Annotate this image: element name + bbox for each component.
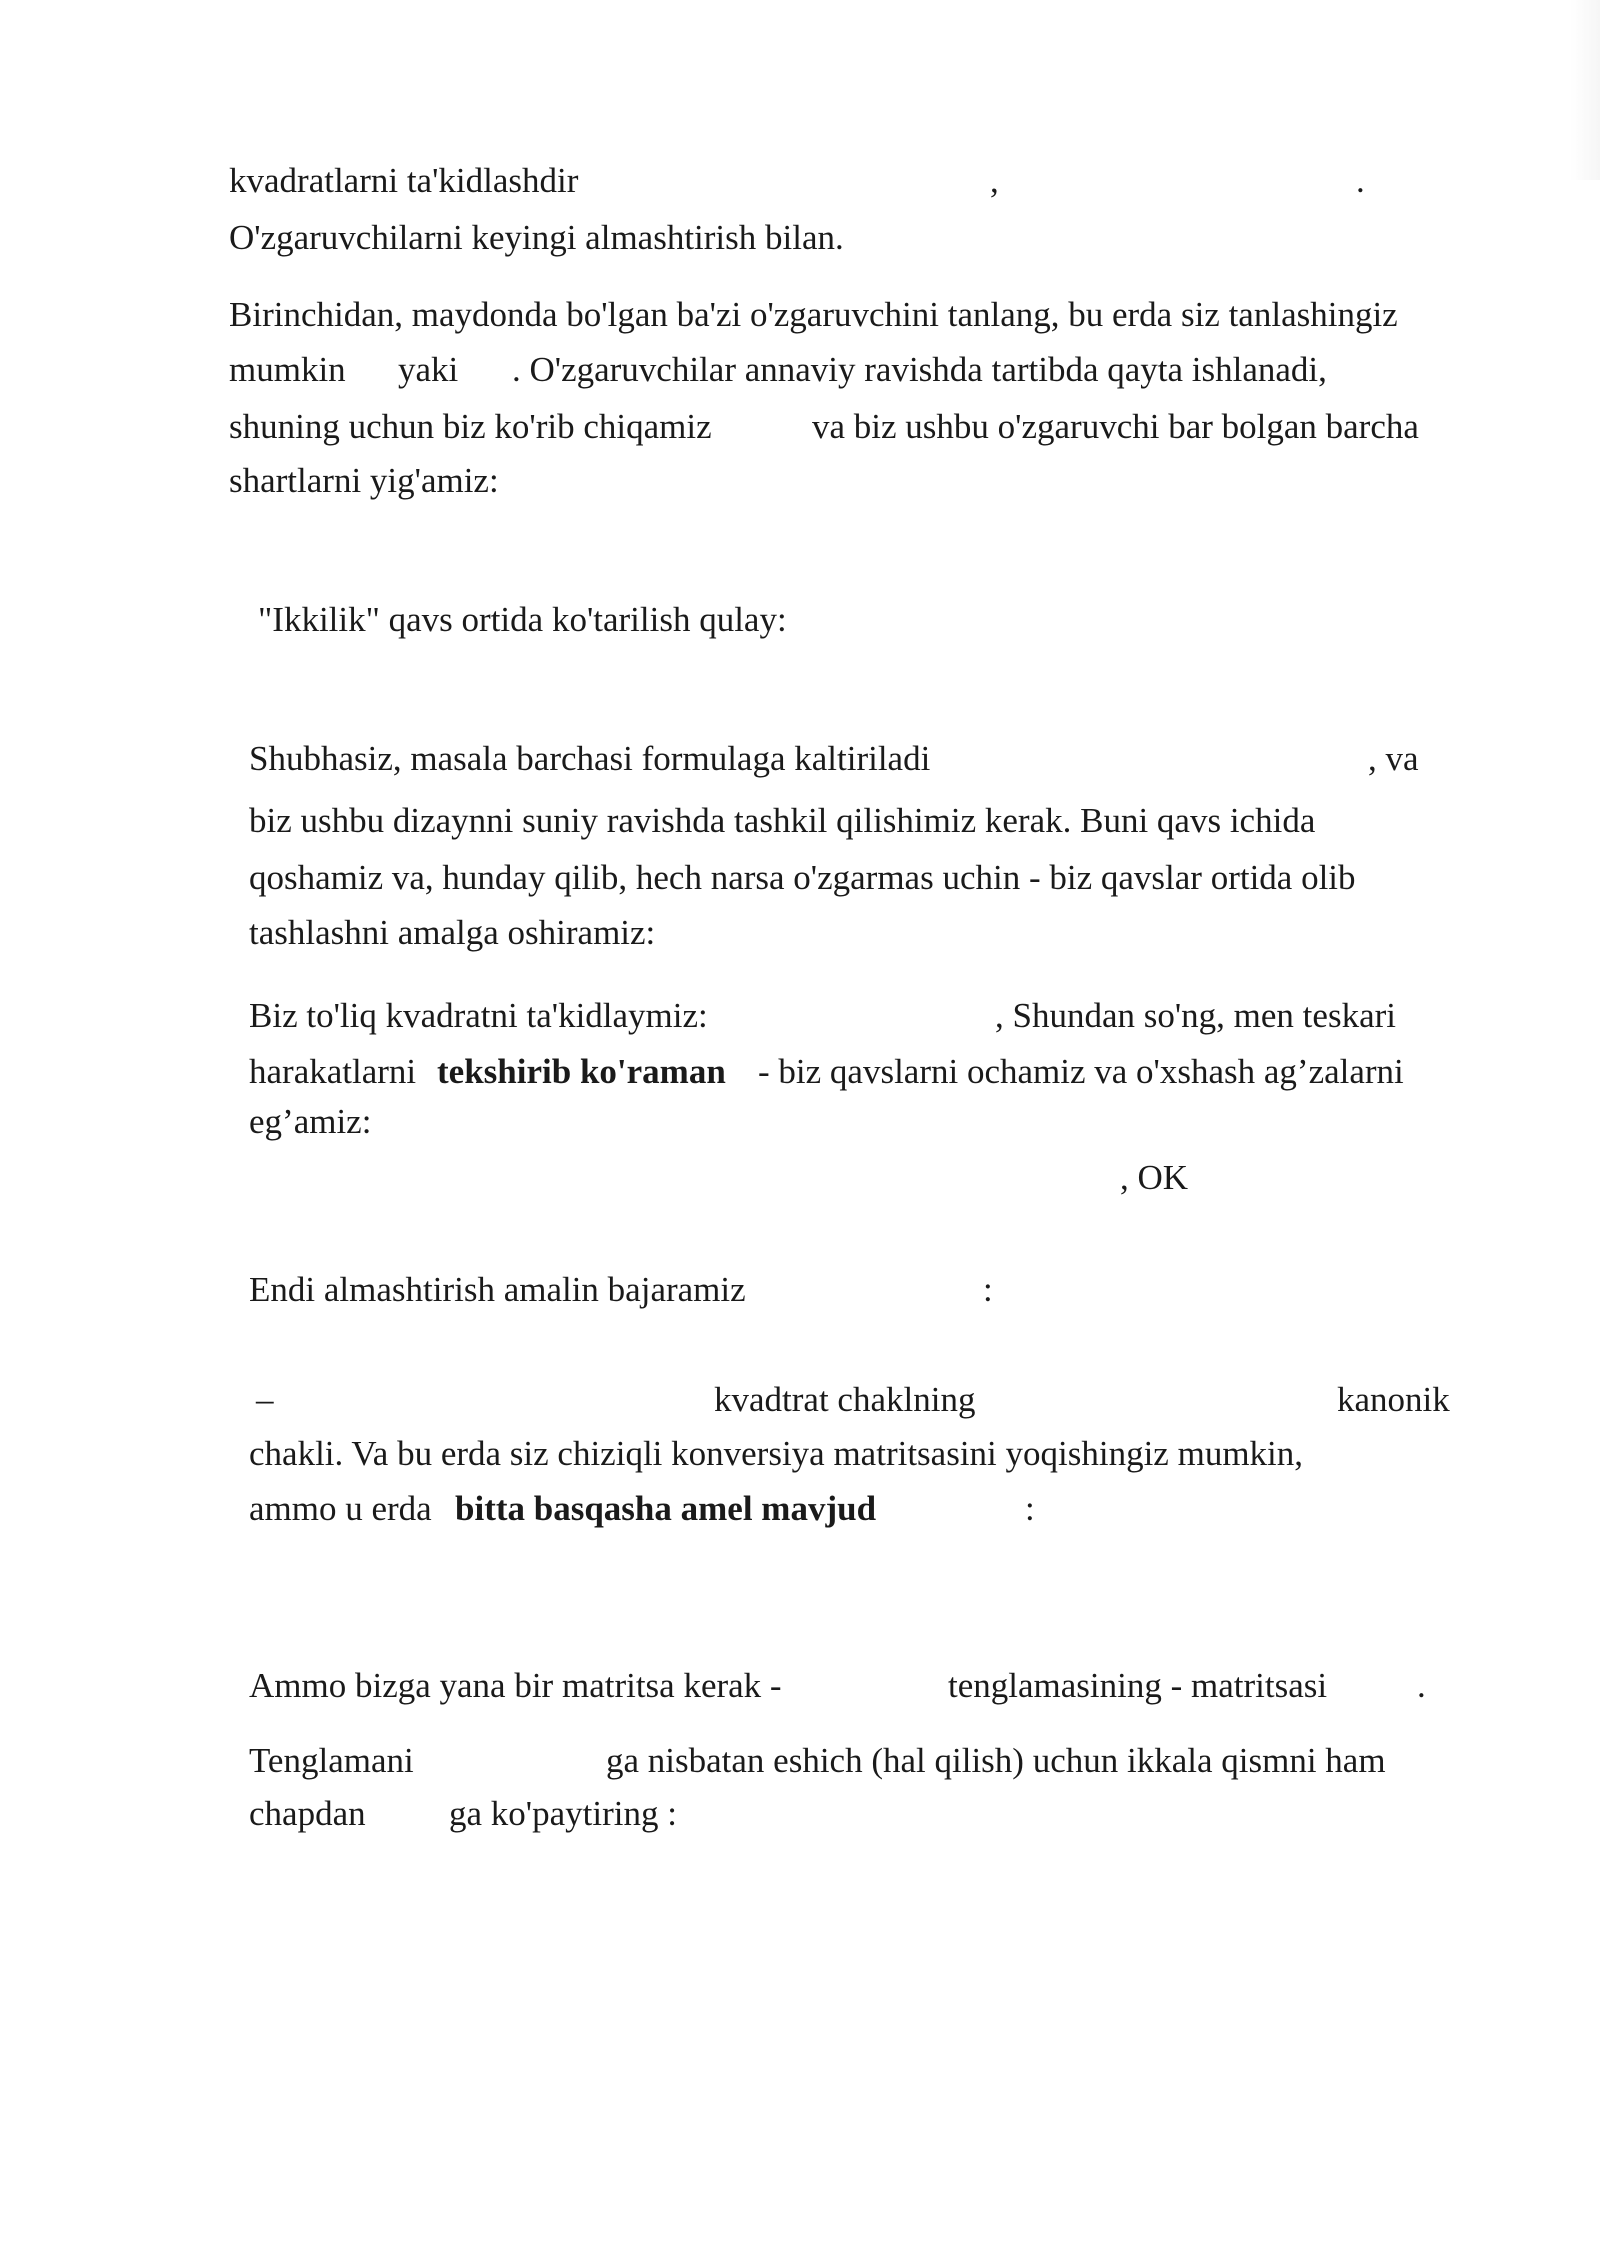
text-line: O'zgaruvchilarni keyingi almashtirish bilan. (229, 218, 844, 257)
text-fragment: harakatlarni (249, 1052, 417, 1091)
text-fragment: ammo u erda (249, 1489, 432, 1528)
text-fragment: Tenglamani (249, 1741, 414, 1780)
text-line: "Ikkilik" qavs ortida ko'tarilish qulay: (258, 600, 787, 639)
text-fragment: va biz ushbu o'zgaruvchi bar bolgan barcha (812, 407, 1419, 446)
text-fragment: - biz qavslarni ochamiz va o'xshash ag’zalarni (758, 1052, 1404, 1091)
text-fragment: , (990, 161, 999, 200)
text-line: eg’amiz: (249, 1102, 372, 1141)
text-fragment: : (1025, 1489, 1035, 1528)
text-fragment: , OK (1120, 1158, 1189, 1197)
text-fragment: Ammo bizga yana bir matritsa kerak - (249, 1666, 782, 1705)
text-fragment: Biz to'liq kvadratni ta'kidlaymiz: (249, 996, 708, 1035)
text-fragment: kvadtrat chaklning (714, 1380, 976, 1419)
text-line: biz ushbu dizaynni suniy ravishda tashkil qilishimiz kerak. Buni qavs ichida (249, 801, 1316, 840)
text-fragment: tenglamasining - matritsasi (948, 1666, 1328, 1705)
text-fragment: ga nisbatan eshich (hal qilish) uchun ikkala qismni ham (606, 1741, 1386, 1780)
page-edge-shadow (1570, 0, 1600, 180)
text-fragment: Endi almashtirish amalin bajaramiz (249, 1270, 746, 1309)
text-fragment: yaki (398, 350, 459, 389)
text-line: qoshamiz va, hunday qilib, hech narsa o'zgarmas uchin - biz qavslar ortida olib (249, 858, 1356, 897)
text-fragment: , va (1368, 739, 1419, 778)
text-line: tashlashni amalga oshiramiz: (249, 913, 656, 952)
text-fragment: shuning uchun biz ko'rib chiqamiz (229, 407, 712, 446)
text-line: chakli. Va bu erda siz chiziqli konversiya matritsasini yoqishingiz mumkin, (249, 1434, 1304, 1473)
text-fragment: mumkin (229, 350, 346, 389)
text-fragment: Shubhasiz, masala barchasi formulaga kaltiriladi (249, 739, 931, 778)
text-fragment: kanonik (1337, 1380, 1450, 1419)
text-line: shartlarni yig'amiz: (229, 461, 499, 500)
text-fragment: . (1417, 1666, 1426, 1705)
text-fragment: . (1356, 161, 1365, 200)
text-fragment: ga ko'paytiring : (449, 1794, 677, 1833)
bold-text: tekshirib ko'raman (437, 1052, 726, 1091)
text-line: Birinchidan, maydonda bo'lgan ba'zi o'zgaruvchini tanlang, bu erda siz tanlashingiz (229, 295, 1398, 334)
text-fragment: . O'zgaruvchilar annaviy ravishda tartibda qayta ishlanadi, (512, 350, 1327, 389)
text-fragment: chapdan (249, 1794, 366, 1833)
bold-text: bitta basqasha amel mavjud (455, 1489, 877, 1528)
text-fragment: : (983, 1270, 993, 1309)
text-fragment: , Shundan so'ng, men teskari (995, 996, 1396, 1035)
text-line: kvadratlarni ta'kidlashdir (229, 161, 579, 200)
text-fragment: – (256, 1380, 274, 1419)
